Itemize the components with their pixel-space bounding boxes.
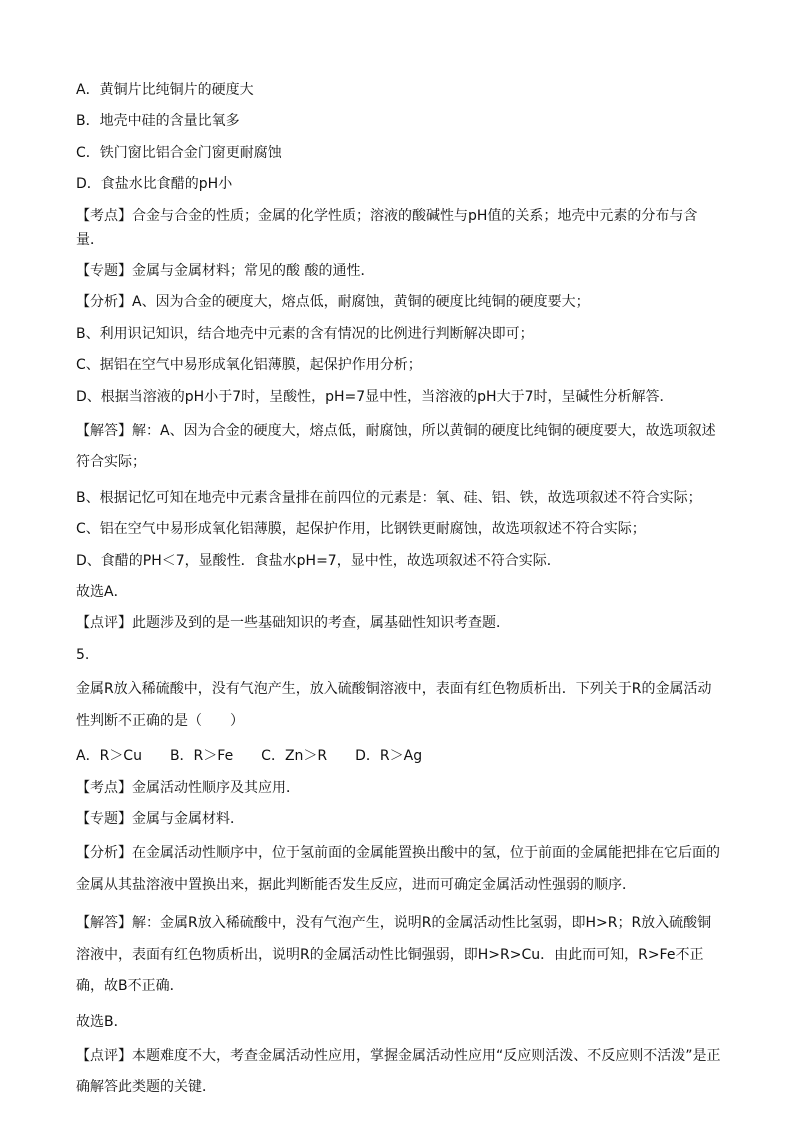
jieda-line: 【解答】解：A、因为合金的硬度大，熔点低，耐腐蚀，所以黄铜的硬度比纯铜的硬度要大，故选项叙述符合实际； <box>76 422 716 471</box>
question-options: A．R＞Cu B．R＞Fe C．Zn＞R D．R＞Ag <box>76 748 423 765</box>
question-number: 5. <box>76 646 90 663</box>
option-a: A．黄铜片比纯铜片的硬度大 <box>76 82 254 98</box>
dianping: 【点评】本题难度不大，考查金属活动性应用，掌握金属活动性应用“反应则活泼、不反应则不活泼”是正确解答此类题的关键． <box>76 1048 721 1096</box>
fenxi-line: B、利用识记知识，结合地壳中元素的含有情况的比例进行判断解决即可； <box>76 325 534 342</box>
kaodian: 【考点】金属活动性顺序及其应用． <box>76 779 300 796</box>
option-c: C．铁门窗比铝合金门窗更耐腐蚀 <box>76 144 282 161</box>
kaodian: 【考点】合金与合金的性质；金属的化学性质；溶液的酸碱性与pH值的关系；地壳中元素的分布与含量． <box>76 207 698 248</box>
answer: 故选A． <box>76 584 128 601</box>
fenxi-line: C、据铝在空气中易形成氧化铝薄膜，起保护作用分析； <box>76 357 422 374</box>
answer: 故选B． <box>76 1013 128 1030</box>
question-stem: 金属R放入稀硫酸中，没有气泡产生，放入硫酸铜溶液中，表面有红色物质析出．下列关于R的金属活动性判断不正确的是（ ） <box>76 681 712 729</box>
dianping: 【点评】此题涉及到的是一些基础知识的考查，属基础性知识考查题． <box>76 615 510 632</box>
jieda: 【解答】解：金属R放入稀硫酸中，没有气泡产生，说明R的金属活动性比氢弱，即H>R；R放入硫酸铜溶液中，表面有红色物质析出，说明R的金属活动性比铜强弱，即H>R>Cu．由此而可知，R>Fe不正确，故B不正确． <box>76 915 712 994</box>
option-d: D．食盐水比食醋的pH小 <box>76 176 233 193</box>
document-page <box>76 78 721 1104</box>
fenxi: 【分析】在金属活动性顺序中，位于氢前面的金属能置换出酸中的氢，位于前面的金属能把排在它后面的金属从其盐溶液中置换出来，据此判断能否发生反应，进而可确定金属活动性强弱的顺序． <box>76 845 720 893</box>
fenxi-line: 【分析】A、因为合金的硬度大，熔点低，耐腐蚀，黄铜的硬度比纯铜的硬度要大； <box>76 294 590 311</box>
zhuanti: 【专题】金属与金属材料；常见的酸 酸的通性． <box>76 262 375 279</box>
fenxi-line: D、根据当溶液的pH小于7时，呈酸性，pH=7显中性，当溶液的pH大于7时，呈碱性分析解答． <box>76 388 674 405</box>
option-b: B．地壳中硅的含量比氧多 <box>76 113 240 130</box>
jieda-line: D、食醋的PH＜7，显酸性．食盐水pH=7，显中性，故选项叙述不符合实际． <box>76 552 561 569</box>
zhuanti: 【专题】金属与金属材料． <box>76 811 244 827</box>
jieda-line: C、铝在空气中易形成氧化铝薄膜，起保护作用，比钢铁更耐腐蚀，故选项叙述不符合实际； <box>76 521 646 538</box>
jieda-line: B、根据记忆可知在地壳中元素含量排在前四位的元素是：氧、硅、铝、铁，故选项叙述不符合实际； <box>76 489 702 506</box>
